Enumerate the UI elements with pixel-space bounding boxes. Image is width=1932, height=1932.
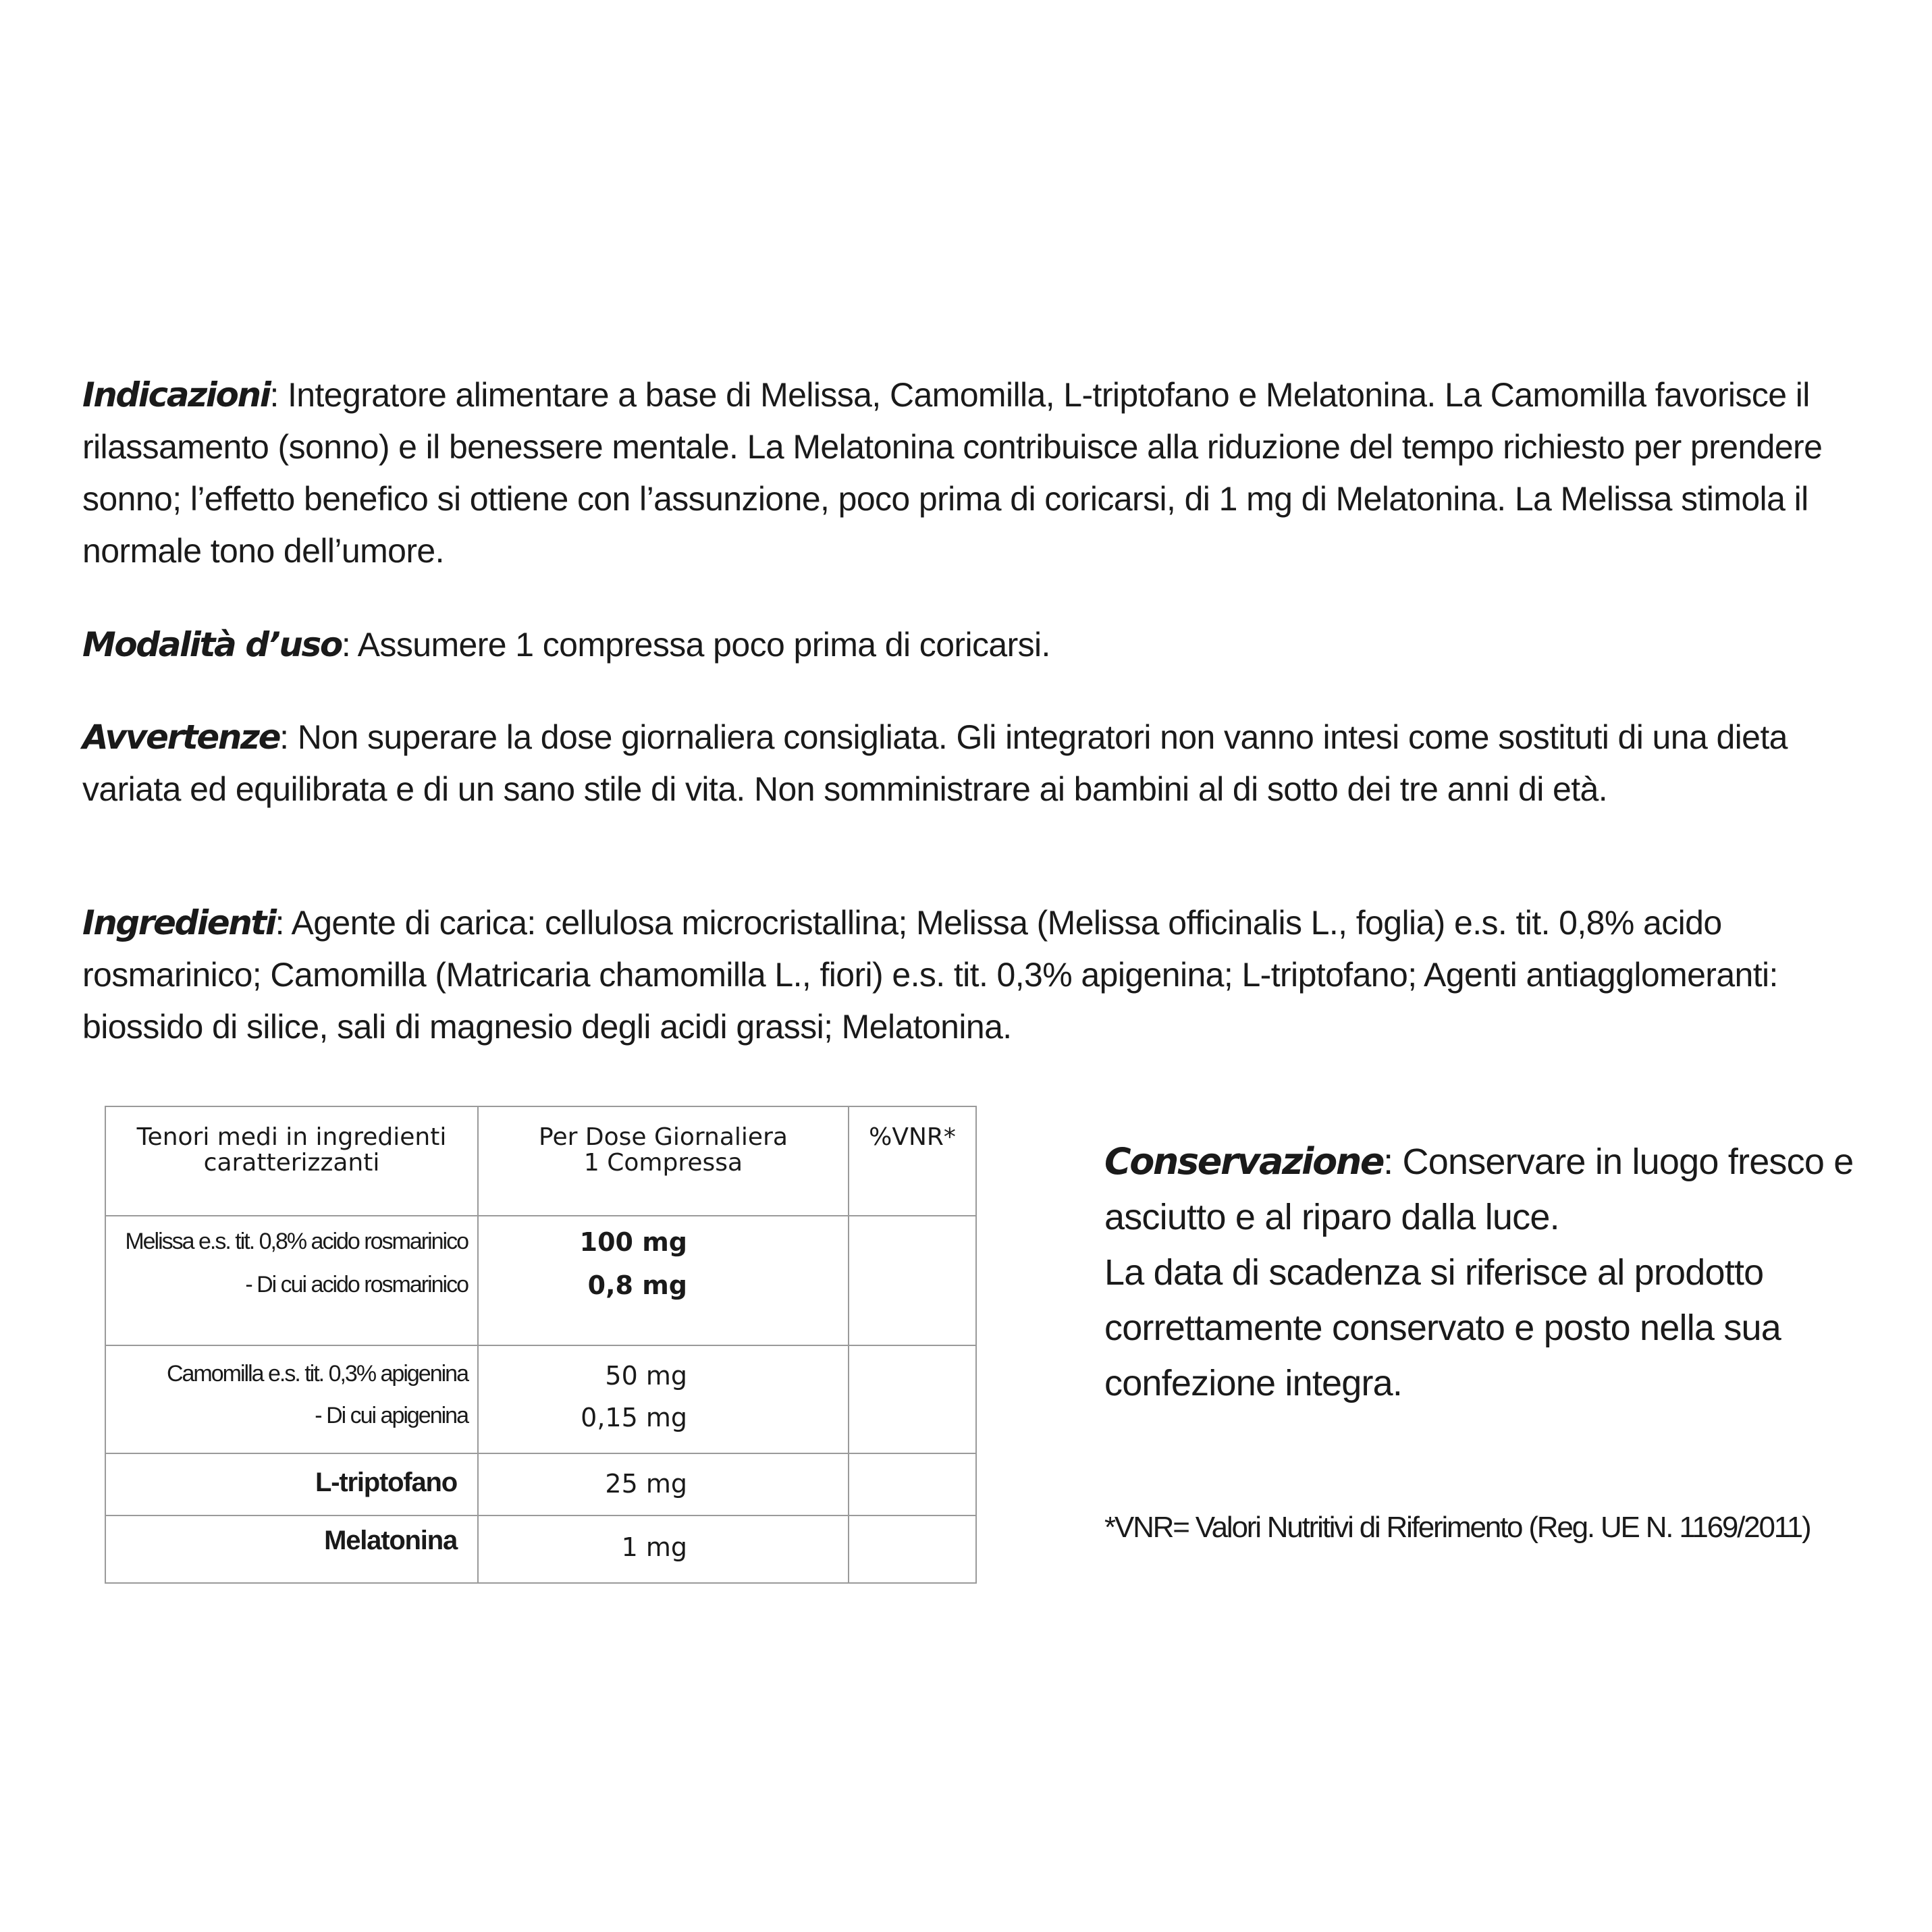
melatonina-name-cell [105,1515,478,1583]
table-row-triptofano [105,1453,976,1515]
ingredienti-section [82,897,1864,1053]
melissa-vnr-cell [849,1216,976,1345]
ingredienti-text: : Agente di carica: cellulosa microcristallina; Melissa (Melissa officinalis L., foglia) e.s. tit. 0,8% acido rosmarinico; Camomilla (Matricaria chamomilla L., fiori) e.s. tit. 0,3% apigenina; L-triptofano; Agenti antiagglomeranti: biossido di silice, sali di magnesio degli acidi grassi; Melatonina. [82,904,1778,1046]
camomilla-sub-value: 0,15 mg [581,1403,687,1432]
avvertenze-text: : Non superare la dose giornaliera consigliata. Gli integratori non vanno intesi come sostituti di una dieta variata ed equilibrata e di un sano stile di vita. Non somministrare ai bambini al di sotto dei tre anni di età. [82,718,1788,808]
triptofano-vnr-cell [849,1453,976,1515]
triptofano-name: L-triptofano [315,1468,457,1497]
melissa-value-cell [478,1216,849,1345]
conservazione-text2: La data di scadenza si riferisce al prodotto correttamente conservato e posto nella sua confezione integra. [1104,1252,1781,1403]
conservazione-text: : Conservare in luogo fresco e asciutto e al riparo dalla luce. [1104,1142,1854,1237]
table-header-row [105,1106,976,1216]
header-tenori: Tenori medi in ingredienti caratterizzanti [105,1106,478,1216]
melissa-sub-value: 0,8 mg [587,1270,687,1300]
avvertenze-label: Avvertenze [82,718,280,757]
vnr-footnote: *VNR= Valori Nutritivi di Riferimento (Reg. UE N. 1169/2011) [1104,1511,1810,1544]
triptofano-name-cell [105,1453,478,1515]
indicazioni-section [82,369,1864,577]
melatonina-value-cell [478,1515,849,1583]
nutrition-table [105,1106,977,1584]
ingredienti-label: Ingredienti [82,903,275,942]
melatonina-name: Melatonina [324,1526,457,1555]
table-row-melissa [105,1216,976,1345]
header-per-dose [478,1106,849,1216]
conservazione-section [1104,1134,1914,1411]
triptofano-value: 25 mg [605,1469,687,1499]
header-per-dose-line1: Per Dose Giornaliera [539,1123,788,1151]
header-per-dose-line2: 1 Compressa [583,1149,743,1177]
melatonina-value: 1 mg [621,1532,687,1562]
indicazioni-label: Indicazioni [82,375,270,414]
avvertenze-section [82,712,1864,815]
melissa-sub-name: - Di cui acido rosmarinico [245,1272,468,1297]
modalita-uso-section [82,619,1864,671]
melissa-name: Melissa e.s. tit. 0,8% acido rosmarinico [125,1229,468,1254]
conservazione-label: Conservazione [1104,1140,1384,1183]
table-row-camomilla [105,1345,976,1453]
triptofano-value-cell [478,1453,849,1515]
camomilla-name: Camomilla e.s. tit. 0,3% apigenina [166,1361,468,1387]
modalita-uso-text: : Assumere 1 compressa poco prima di coricarsi. [341,626,1050,664]
indicazioni-text: : Integratore alimentare a base di Melissa, Camomilla, L-triptofano e Melatonina. La Camomilla favorisce il rilassamento (sonno) e il benessere mentale. La Melatonina contribuisce alla riduzione del tempo richiesto per prendere sonno; l’effetto benefico si ottiene con l’assunzione, poco prima di coricarsi, di 1 mg di Melatonina. La Melissa stimola il normale tono dell’umore. [82,376,1823,570]
table-row-melatonina [105,1515,976,1583]
melatonina-vnr-cell [849,1515,976,1583]
camomilla-sub-name: - Di cui apigenina [315,1403,468,1428]
conservazione-first [1104,1134,1914,1245]
camomilla-vnr-cell [849,1345,976,1453]
melissa-name-cell [105,1216,478,1345]
camomilla-value: 50 mg [605,1361,687,1391]
modalita-uso-label: Modalità d’uso [82,625,342,664]
header-vnr: %VNR* [849,1106,976,1216]
melissa-value: 100 mg [579,1227,687,1257]
camomilla-value-cell [478,1345,849,1453]
camomilla-name-cell [105,1345,478,1453]
